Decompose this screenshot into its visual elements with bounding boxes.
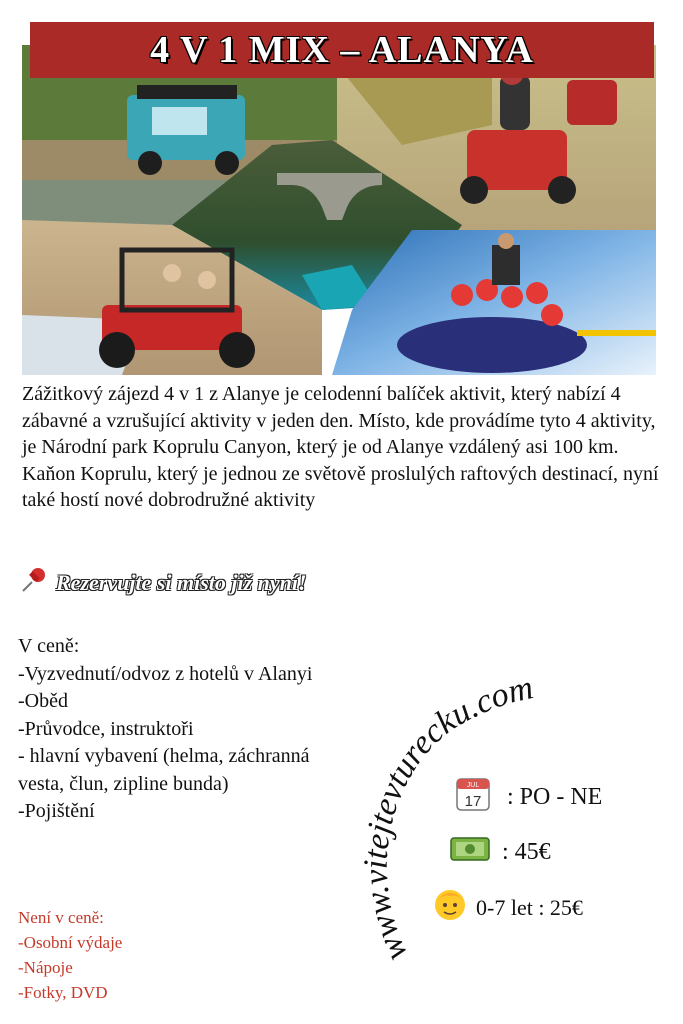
reserve-line: [20, 566, 307, 599]
svg-text:JUL: JUL: [466, 782, 480, 789]
list-item: -Oběd: [18, 690, 68, 712]
reserve-text: Rezervujte si místo již nyní!: [56, 569, 307, 595]
page-title: 4 V 1 MIX – ALANYA: [150, 29, 534, 71]
pushpin-icon: [20, 566, 48, 599]
svg-text:17: 17: [464, 793, 482, 810]
list-item: - hlavní vybavení (helma, záchranná vesta, člun, zipline bunda): [18, 745, 310, 795]
title-banner: [30, 22, 654, 78]
website-url: www.vitejtevturecku.com: [357, 669, 537, 967]
included-heading: V ceně:: [18, 635, 80, 657]
list-item: -Průvodce, instruktoři: [18, 717, 194, 740]
schedule-text: : PO - NE: [507, 784, 603, 810]
photo-collage: [22, 45, 656, 375]
excluded-heading: Není v ceně:: [18, 908, 104, 927]
money-icon: [450, 834, 490, 871]
list-item: -Fotky, DVD: [18, 983, 108, 1002]
price-row: [450, 834, 551, 871]
list-item: -Nápoje: [18, 958, 73, 977]
tour-description: Zážitkový zájezd 4 v 1 z Alanye je celodenní balíček aktivit, který nabízí 4 zábavné a vzrušující aktivity v jeden den. Místo, kde provádíme tyto 4 aktivity, je Národní park Koprulu Canyon, který je od Alanye vzdálený asi 100 km. Kaňon Koprulu, který je jednou ze světově proslulých raftových destinací, nyní také hostí nové dobrodružné aktivity: [22, 383, 659, 511]
child-price-text: 0-7 let : 25€: [476, 894, 583, 920]
list-item: -Osobní výdaje: [18, 933, 123, 952]
schedule-row: [455, 776, 602, 819]
child-price-row: [432, 886, 583, 929]
list-item: -Vyzvednutí/odvoz z hotelů v Alanyi: [18, 662, 313, 685]
calendar-icon: [455, 776, 491, 819]
included-list: [18, 633, 348, 826]
excluded-list: [18, 905, 122, 1005]
price-text: : 45€: [502, 839, 551, 865]
child-face-icon: [432, 886, 468, 929]
list-item: -Pojištění: [18, 800, 95, 822]
